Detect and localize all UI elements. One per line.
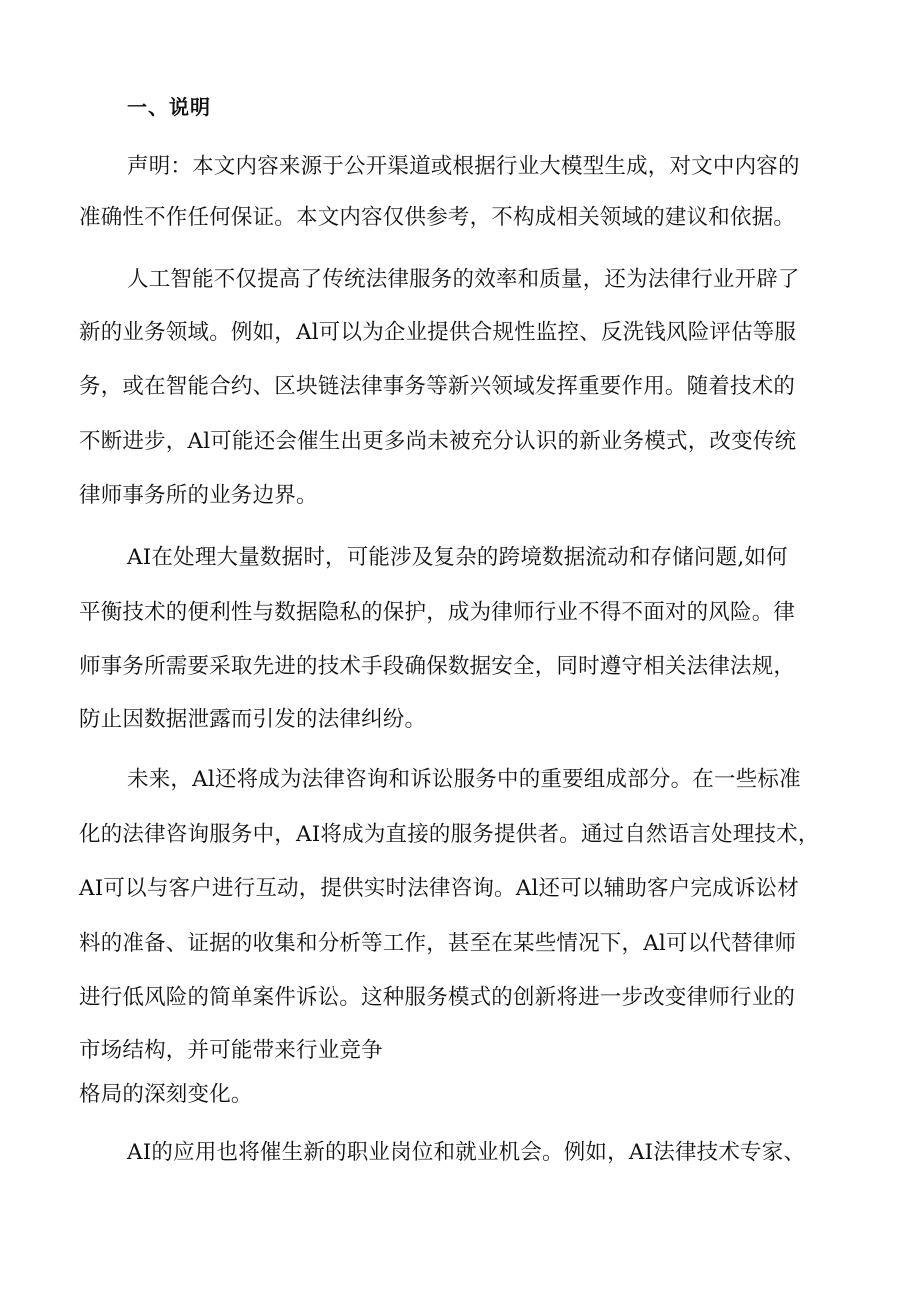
- paragraph-line: 化的法律咨询服务中，AI将成为直接的服务提供者。通过自然语言处理技术，: [79, 822, 820, 847]
- paragraph-line: 市场结构，并可能带来行业竞争: [79, 1038, 383, 1063]
- paragraph-line: 师事务所需要采取先进的技术手段确保数据安全，同时遵守相关法律法规，: [79, 654, 796, 679]
- paragraph-line: 格局的深刻变化。: [79, 1082, 253, 1107]
- paragraph-line: 料的准备、证据的收集和分析等工作，甚至在某些情况下，Al可以代替律师: [79, 931, 797, 956]
- paragraph-line: 平衡技术的便利性与数据隐私的保护，成为律师行业不得不面对的风险。律: [79, 600, 796, 625]
- paragraph-line: AI的应用也将催生新的职业岗位和就业机会。例如，AI法律技术专家、: [127, 1140, 806, 1165]
- paragraph-line: 不断进步，Al可能还会催生出更多尚未被充分认识的新业务模式，改变传统: [79, 429, 797, 454]
- section-heading: 一、说明: [127, 95, 211, 119]
- paragraph-line: 务，或在智能合约、区块链法律事务等新兴领域发挥重要作用。随着技术的: [79, 374, 796, 399]
- paragraph-line: 声明：本文内容来源于公开渠道或根据行业大模型生成，对文中内容的: [127, 154, 800, 179]
- paragraph-line: AI在处理大量数据时，可能涉及复杂的跨境数据流动和存储问题,如何: [127, 545, 788, 570]
- paragraph-line: 准确性不作任何保证。本文内容仅供参考，不构成相关领域的建议和依据。: [79, 205, 796, 230]
- paragraph-line: 新的业务领域。例如，Al可以为企业提供合规性监控、反洗钱风险评估等服: [79, 320, 797, 345]
- paragraph-line: AI可以与客户进行互动，提供实时法律咨询。Al还可以辅助客户完成诉讼材: [79, 876, 799, 901]
- paragraph-line: 防止因数据泄露而引发的法律纠纷。: [79, 707, 427, 732]
- paragraph-line: 进行低风险的简单案件诉讼。这种服务模式的创新将进一步改变律师行业的: [79, 985, 796, 1010]
- paragraph-line: 人工智能不仅提高了传统法律服务的效率和质量，还为法律行业开辟了: [127, 267, 800, 292]
- paragraph-line: 未来，Al还将成为法律咨询和诉讼服务中的重要组成部分。在一些标准: [127, 767, 801, 792]
- paragraph-line: 律师事务所的业务边界。: [79, 483, 318, 508]
